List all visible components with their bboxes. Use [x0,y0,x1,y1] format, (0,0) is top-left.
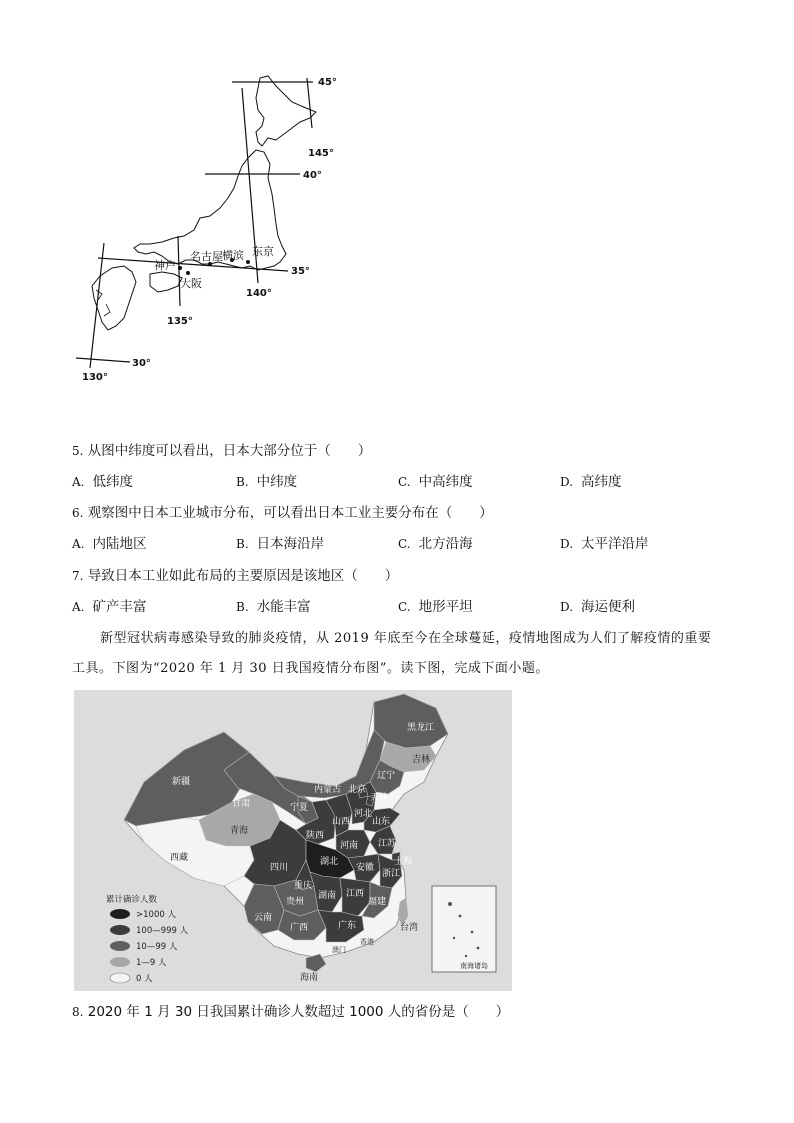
label-guangxi: 广西 [290,923,309,933]
question-6-text: 观察图中日本工业城市分布，可以看出日本工业主要分布在（ ） [87,505,493,521]
city-label-kobe: 神户 [154,259,176,272]
question-7-text: 导致日本工业如此布局的主要原因是该地区（ ） [87,568,399,584]
legend-swatch-4 [110,957,130,967]
q6-option-d-letter: D. [560,537,574,551]
label-hebei: 河北 [354,809,373,819]
label-taiwan: 台湾 [400,923,419,933]
label-shaanxi: 陕西 [306,831,325,841]
label-xizang: 西藏 [170,853,189,863]
legend-swatch-2 [110,925,130,935]
lat-label-40: 40° [303,170,322,181]
lat-label-30: 30° [132,358,151,369]
label-jiangxi: 江西 [346,889,365,899]
q7-option-d-letter: D. [560,600,574,614]
label-gansu: 甘肃 [232,799,251,809]
legend-label-2: 100—999 人 [136,926,189,936]
lon-label-140: 140° [246,288,272,299]
china-map-svg [74,690,512,991]
city-label-osaka: 大阪 [180,277,202,290]
question-7 [72,567,398,585]
question-5 [72,442,371,460]
intro-paragraph [72,624,732,684]
tokyo-dot [246,260,250,264]
legend-swatch-5 [110,973,130,983]
legend-label-4: 1—9 人 [136,958,167,968]
legend-label-5: 0 人 [136,974,153,984]
legend-swatch-3 [110,941,130,951]
label-chongqing: 重庆 [294,881,313,891]
intro-line-1-text: 新型冠状病毒感染导致的肺炎疫情，从 2019 年底至今在全球蔓延，疫情地图成为人们了解疫情的重要 [100,631,712,646]
lon-label-130: 130° [82,372,108,383]
q6-option-b-letter: B. [236,537,249,551]
legend-swatch-1 [110,909,130,919]
label-beijing: 北京 [348,785,367,795]
label-sichuan: 四川 [270,863,289,873]
q7-option-c-text: 地形平坦 [418,599,473,615]
q5-option-b-text: 中纬度 [256,474,298,490]
city-label-tokyo: 东京 [252,245,274,258]
osaka-dot [186,271,190,275]
q5-option-c-text: 中高纬度 [418,474,473,490]
q5-option-a-text: 低纬度 [92,474,133,490]
shikoku-island [150,272,182,292]
map-legend [106,894,189,984]
q6-option-c-letter: C. [398,537,411,551]
label-aomen: 澳门 [332,946,346,954]
lat-line-30 [76,358,130,362]
hokkaido-island [256,76,316,146]
label-xinjiang: 新疆 [172,777,191,787]
japan-map-svg [70,68,360,388]
label-jiangsu: 江苏 [378,839,397,849]
label-shanghai: 上海 [394,857,413,867]
label-yunnan: 云南 [254,913,273,923]
question-8-number: 8. [72,1005,84,1019]
q7-option-b-letter: B. [236,600,249,614]
lon-label-145: 145° [308,148,334,159]
q5-option-b[interactable] [236,473,297,491]
lon-line-145 [307,78,312,128]
question-8-text: 2020 年 1 月 30 日我国累计确诊人数超过 1000 人的省份是（ ） [87,1004,510,1020]
south-china-sea-inset [432,886,496,972]
kobe-dot [178,266,182,270]
label-fujian: 福建 [368,897,387,907]
q7-option-a-letter: A. [72,600,85,614]
label-jilin: 吉林 [412,755,431,765]
q7-option-b[interactable] [236,598,311,616]
q5-option-d-text: 高纬度 [581,474,622,490]
label-hainan: 海南 [300,973,319,983]
china-epidemic-map [74,690,512,991]
q6-option-b-text: 日本海沿岸 [256,536,325,552]
q7-option-c[interactable] [398,598,473,616]
label-heilongjiang: 黑龙江 [407,723,435,733]
intro-line-2 [72,654,732,684]
q5-option-a-letter: A. [72,475,85,489]
kyushu-island [92,266,136,330]
label-neimenggu: 内蒙古 [314,785,342,795]
label-shanxi: 山西 [332,817,351,827]
q7-option-b-text: 水能丰富 [256,599,311,615]
label-guangdong: 广东 [338,921,357,931]
japan-map [70,68,360,388]
q7-option-c-letter: C. [398,600,411,614]
q7-option-d[interactable] [560,598,635,616]
q5-option-b-letter: B. [236,475,249,489]
lat-label-35: 35° [291,266,310,277]
question-5-number: 5. [72,444,84,458]
q5-option-a[interactable] [72,473,133,491]
label-xianggang: 香港 [360,938,374,946]
inset-label: 南海诸岛 [460,962,488,970]
question-6-number: 6. [72,506,84,520]
q6-option-d[interactable] [560,535,649,553]
legend-label-1: >1000 人 [136,910,176,920]
q7-option-d-text: 海运便利 [581,599,636,615]
q6-option-c-text: 北方沿海 [418,536,473,552]
label-liaoning: 辽宁 [377,771,396,781]
q5-option-c[interactable] [398,473,473,491]
question-6 [72,504,493,522]
question-5-text: 从图中纬度可以看出，日本大部分位于（ ） [87,443,372,459]
q6-option-a-letter: A. [72,537,85,551]
q5-option-d[interactable] [560,473,622,491]
question-7-number: 7. [72,569,84,583]
lon-label-135: 135° [167,316,193,327]
lon-line-135 [178,236,180,306]
q7-option-a-text: 矿产丰富 [92,599,147,615]
city-label-nagoya: 名古屋 [190,250,223,263]
q7-option-a[interactable] [72,598,146,616]
q5-option-d-letter: D. [560,475,574,489]
label-zhejiang: 浙江 [382,869,401,879]
label-hunan: 湖南 [318,891,337,901]
q6-option-d-text: 太平洋沿岸 [581,536,649,552]
q5-option-c-letter: C. [398,475,411,489]
intro-line-1 [72,624,732,654]
label-guizhou: 贵州 [286,897,305,907]
label-hubei: 湖北 [320,857,339,867]
legend-title: 累计确诊人数 [106,895,158,905]
q6-option-c[interactable] [398,535,473,553]
label-shandong: 山东 [372,817,391,827]
legend-label-3: 10—99 人 [136,942,178,952]
label-qinghai: 青海 [230,826,249,836]
lat-label-45: 45° [318,77,337,88]
label-anhui: 安徽 [356,863,375,873]
q6-option-a-text: 内陆地区 [92,536,147,552]
intro-line-2-text: 工具。下图为“2020 年 1 月 30 日我国疫情分布图”。读下图，完成下面小题。 [72,661,549,676]
city-label-yokohama: 横滨 [222,249,244,262]
label-tianjin: 天津 [370,793,389,803]
label-ningxia: 宁夏 [290,803,309,813]
province-heilongjiang [374,694,448,748]
q6-option-a[interactable] [72,535,146,553]
question-8 [72,1003,509,1021]
q6-option-b[interactable] [236,535,324,553]
label-henan: 河南 [340,841,359,851]
